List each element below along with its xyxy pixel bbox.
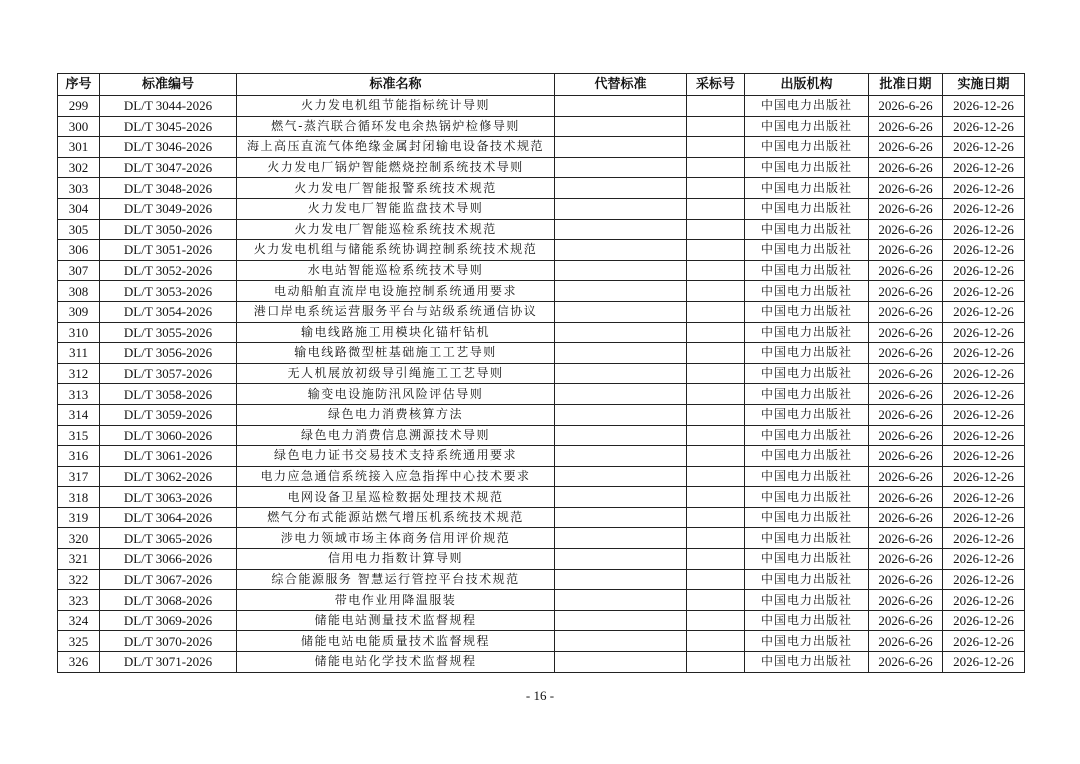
header-adopted: 采标号 — [687, 74, 745, 96]
cell-replaces — [555, 466, 687, 487]
cell-code: DL/T 3051-2026 — [100, 240, 237, 261]
cell-impl-date: 2026-12-26 — [943, 507, 1025, 528]
cell-name: 电动船舶直流岸电设施控制系统通用要求 — [237, 281, 555, 302]
cell-impl-date: 2026-12-26 — [943, 528, 1025, 549]
cell-publisher: 中国电力出版社 — [745, 404, 869, 425]
standards-table — [57, 73, 1025, 673]
cell-adopted — [687, 96, 745, 117]
cell-name: 带电作业用降温服装 — [237, 590, 555, 611]
cell-code: DL/T 3048-2026 — [100, 178, 237, 199]
cell-approval-date: 2026-6-26 — [869, 425, 943, 446]
cell-code: DL/T 3068-2026 — [100, 590, 237, 611]
table-row — [58, 487, 1025, 508]
cell-replaces — [555, 198, 687, 219]
cell-replaces — [555, 343, 687, 364]
header-no: 序号 — [58, 74, 100, 96]
cell-impl-date: 2026-12-26 — [943, 281, 1025, 302]
cell-approval-date: 2026-6-26 — [869, 631, 943, 652]
cell-impl-date: 2026-12-26 — [943, 322, 1025, 343]
table-row — [58, 219, 1025, 240]
header-name: 标准名称 — [237, 74, 555, 96]
cell-name: 绿色电力证书交易技术支持系统通用要求 — [237, 446, 555, 467]
table-row — [58, 404, 1025, 425]
table-row — [58, 343, 1025, 364]
cell-name: 火力发电机组节能指标统计导则 — [237, 96, 555, 117]
cell-no: 306 — [58, 240, 100, 261]
cell-replaces — [555, 549, 687, 570]
cell-no: 308 — [58, 281, 100, 302]
cell-no: 316 — [58, 446, 100, 467]
cell-adopted — [687, 631, 745, 652]
cell-no: 301 — [58, 137, 100, 158]
cell-name: 储能电站化学技术监督规程 — [237, 652, 555, 673]
cell-adopted — [687, 343, 745, 364]
cell-publisher: 中国电力出版社 — [745, 219, 869, 240]
cell-code: DL/T 3071-2026 — [100, 652, 237, 673]
table-row — [58, 384, 1025, 405]
header-impl-date: 实施日期 — [943, 74, 1025, 96]
cell-no: 304 — [58, 198, 100, 219]
cell-no: 320 — [58, 528, 100, 549]
cell-no: 324 — [58, 610, 100, 631]
cell-replaces — [555, 137, 687, 158]
cell-impl-date: 2026-12-26 — [943, 178, 1025, 199]
cell-publisher: 中国电力出版社 — [745, 590, 869, 611]
header-code: 标准编号 — [100, 74, 237, 96]
cell-name: 涉电力领域市场主体商务信用评价规范 — [237, 528, 555, 549]
header-publisher: 出版机构 — [745, 74, 869, 96]
cell-impl-date: 2026-12-26 — [943, 466, 1025, 487]
cell-approval-date: 2026-6-26 — [869, 198, 943, 219]
cell-publisher: 中国电力出版社 — [745, 549, 869, 570]
cell-publisher: 中国电力出版社 — [745, 384, 869, 405]
cell-name: 绿色电力消费核算方法 — [237, 404, 555, 425]
cell-approval-date: 2026-6-26 — [869, 652, 943, 673]
cell-adopted — [687, 528, 745, 549]
header-replaces: 代替标准 — [555, 74, 687, 96]
cell-adopted — [687, 116, 745, 137]
cell-approval-date: 2026-6-26 — [869, 157, 943, 178]
cell-impl-date: 2026-12-26 — [943, 631, 1025, 652]
cell-adopted — [687, 260, 745, 281]
cell-impl-date: 2026-12-26 — [943, 446, 1025, 467]
cell-name: 燃气-蒸汽联合循环发电余热锅炉检修导则 — [237, 116, 555, 137]
cell-adopted — [687, 198, 745, 219]
cell-replaces — [555, 260, 687, 281]
cell-name: 无人机展放初级导引绳施工工艺导则 — [237, 363, 555, 384]
cell-approval-date: 2026-6-26 — [869, 446, 943, 467]
table-row — [58, 116, 1025, 137]
cell-adopted — [687, 610, 745, 631]
table-row — [58, 507, 1025, 528]
header-approval-date: 批准日期 — [869, 74, 943, 96]
cell-approval-date: 2026-6-26 — [869, 404, 943, 425]
cell-no: 317 — [58, 466, 100, 487]
table-row — [58, 610, 1025, 631]
table-row — [58, 425, 1025, 446]
cell-impl-date: 2026-12-26 — [943, 157, 1025, 178]
cell-adopted — [687, 363, 745, 384]
cell-adopted — [687, 384, 745, 405]
cell-approval-date: 2026-6-26 — [869, 487, 943, 508]
cell-adopted — [687, 157, 745, 178]
cell-code: DL/T 3044-2026 — [100, 96, 237, 117]
cell-publisher: 中国电力出版社 — [745, 260, 869, 281]
cell-publisher: 中国电力出版社 — [745, 528, 869, 549]
cell-code: DL/T 3046-2026 — [100, 137, 237, 158]
cell-name: 海上高压直流气体绝缘金属封闭输电设备技术规范 — [237, 137, 555, 158]
cell-no: 326 — [58, 652, 100, 673]
cell-impl-date: 2026-12-26 — [943, 363, 1025, 384]
cell-name: 电网设备卫星巡检数据处理技术规范 — [237, 487, 555, 508]
cell-code: DL/T 3070-2026 — [100, 631, 237, 652]
cell-publisher: 中国电力出版社 — [745, 178, 869, 199]
cell-impl-date: 2026-12-26 — [943, 425, 1025, 446]
cell-adopted — [687, 425, 745, 446]
cell-impl-date: 2026-12-26 — [943, 198, 1025, 219]
cell-publisher: 中国电力出版社 — [745, 363, 869, 384]
cell-no: 309 — [58, 301, 100, 322]
table-row — [58, 631, 1025, 652]
cell-no: 313 — [58, 384, 100, 405]
cell-name: 火力发电厂智能报警系统技术规范 — [237, 178, 555, 199]
cell-name: 电力应急通信系统接入应急指挥中心技术要求 — [237, 466, 555, 487]
cell-code: DL/T 3056-2026 — [100, 343, 237, 364]
cell-impl-date: 2026-12-26 — [943, 610, 1025, 631]
cell-publisher: 中国电力出版社 — [745, 507, 869, 528]
cell-approval-date: 2026-6-26 — [869, 137, 943, 158]
cell-approval-date: 2026-6-26 — [869, 466, 943, 487]
table-row — [58, 260, 1025, 281]
cell-impl-date: 2026-12-26 — [943, 384, 1025, 405]
page-number: - 16 - — [525, 688, 555, 703]
cell-approval-date: 2026-6-26 — [869, 240, 943, 261]
cell-replaces — [555, 610, 687, 631]
cell-no: 321 — [58, 549, 100, 570]
cell-no: 323 — [58, 590, 100, 611]
cell-approval-date: 2026-6-26 — [869, 610, 943, 631]
cell-name: 输电线路施工用模块化锚杆钻机 — [237, 322, 555, 343]
cell-code: DL/T 3063-2026 — [100, 487, 237, 508]
table-row — [58, 178, 1025, 199]
cell-approval-date: 2026-6-26 — [869, 549, 943, 570]
cell-replaces — [555, 507, 687, 528]
cell-name: 火力发电厂锅炉智能燃烧控制系统技术导则 — [237, 157, 555, 178]
cell-code: DL/T 3061-2026 — [100, 446, 237, 467]
cell-replaces — [555, 363, 687, 384]
table-row — [58, 652, 1025, 673]
table-row — [58, 301, 1025, 322]
cell-no: 307 — [58, 260, 100, 281]
cell-approval-date: 2026-6-26 — [869, 116, 943, 137]
table-row — [58, 240, 1025, 261]
cell-name: 火力发电厂智能监盘技术导则 — [237, 198, 555, 219]
cell-impl-date: 2026-12-26 — [943, 260, 1025, 281]
cell-replaces — [555, 322, 687, 343]
cell-adopted — [687, 446, 745, 467]
cell-approval-date: 2026-6-26 — [869, 363, 943, 384]
cell-replaces — [555, 281, 687, 302]
cell-publisher: 中国电力出版社 — [745, 487, 869, 508]
cell-name: 输变电设施防汛风险评估导则 — [237, 384, 555, 405]
cell-approval-date: 2026-6-26 — [869, 384, 943, 405]
cell-impl-date: 2026-12-26 — [943, 219, 1025, 240]
cell-code: DL/T 3054-2026 — [100, 301, 237, 322]
cell-publisher: 中国电力出版社 — [745, 610, 869, 631]
cell-code: DL/T 3045-2026 — [100, 116, 237, 137]
cell-no: 314 — [58, 404, 100, 425]
cell-code: DL/T 3058-2026 — [100, 384, 237, 405]
cell-publisher: 中国电力出版社 — [745, 322, 869, 343]
cell-adopted — [687, 569, 745, 590]
cell-publisher: 中国电力出版社 — [745, 157, 869, 178]
cell-impl-date: 2026-12-26 — [943, 590, 1025, 611]
cell-no: 312 — [58, 363, 100, 384]
cell-code: DL/T 3049-2026 — [100, 198, 237, 219]
cell-publisher: 中国电力出版社 — [745, 343, 869, 364]
cell-no: 325 — [58, 631, 100, 652]
cell-replaces — [555, 404, 687, 425]
table-header-row — [58, 74, 1025, 96]
cell-impl-date: 2026-12-26 — [943, 240, 1025, 261]
cell-approval-date: 2026-6-26 — [869, 507, 943, 528]
table-body — [58, 96, 1025, 673]
cell-no: 300 — [58, 116, 100, 137]
table-row — [58, 322, 1025, 343]
cell-no: 311 — [58, 343, 100, 364]
cell-replaces — [555, 96, 687, 117]
cell-adopted — [687, 590, 745, 611]
cell-approval-date: 2026-6-26 — [869, 260, 943, 281]
cell-no: 310 — [58, 322, 100, 343]
cell-no: 302 — [58, 157, 100, 178]
cell-code: DL/T 3059-2026 — [100, 404, 237, 425]
cell-name: 燃气分布式能源站燃气增压机系统技术规范 — [237, 507, 555, 528]
cell-no: 318 — [58, 487, 100, 508]
cell-approval-date: 2026-6-26 — [869, 281, 943, 302]
cell-adopted — [687, 466, 745, 487]
cell-publisher: 中国电力出版社 — [745, 240, 869, 261]
cell-adopted — [687, 281, 745, 302]
cell-publisher: 中国电力出版社 — [745, 631, 869, 652]
cell-adopted — [687, 404, 745, 425]
cell-impl-date: 2026-12-26 — [943, 404, 1025, 425]
cell-name: 绿色电力消费信息溯源技术导则 — [237, 425, 555, 446]
table-row — [58, 590, 1025, 611]
cell-name: 综合能源服务 智慧运行管控平台技术规范 — [237, 569, 555, 590]
cell-adopted — [687, 652, 745, 673]
cell-code: DL/T 3066-2026 — [100, 549, 237, 570]
cell-impl-date: 2026-12-26 — [943, 137, 1025, 158]
cell-no: 322 — [58, 569, 100, 590]
cell-code: DL/T 3047-2026 — [100, 157, 237, 178]
cell-replaces — [555, 652, 687, 673]
cell-name: 火力发电厂智能巡检系统技术规范 — [237, 219, 555, 240]
table-row — [58, 198, 1025, 219]
cell-publisher: 中国电力出版社 — [745, 301, 869, 322]
cell-replaces — [555, 631, 687, 652]
cell-code: DL/T 3052-2026 — [100, 260, 237, 281]
cell-impl-date: 2026-12-26 — [943, 96, 1025, 117]
cell-publisher: 中国电力出版社 — [745, 466, 869, 487]
cell-replaces — [555, 301, 687, 322]
cell-replaces — [555, 178, 687, 199]
cell-adopted — [687, 507, 745, 528]
cell-publisher: 中国电力出版社 — [745, 569, 869, 590]
cell-impl-date: 2026-12-26 — [943, 569, 1025, 590]
cell-name: 火力发电机组与储能系统协调控制系统技术规范 — [237, 240, 555, 261]
cell-no: 305 — [58, 219, 100, 240]
cell-no: 315 — [58, 425, 100, 446]
cell-code: DL/T 3050-2026 — [100, 219, 237, 240]
cell-name: 输电线路微型桩基础施工工艺导则 — [237, 343, 555, 364]
cell-approval-date: 2026-6-26 — [869, 301, 943, 322]
table-row — [58, 281, 1025, 302]
cell-adopted — [687, 178, 745, 199]
cell-code: DL/T 3067-2026 — [100, 569, 237, 590]
cell-adopted — [687, 219, 745, 240]
cell-impl-date: 2026-12-26 — [943, 549, 1025, 570]
cell-name: 储能电站电能质量技术监督规程 — [237, 631, 555, 652]
cell-no: 303 — [58, 178, 100, 199]
cell-replaces — [555, 219, 687, 240]
cell-publisher: 中国电力出版社 — [745, 652, 869, 673]
cell-no: 299 — [58, 96, 100, 117]
cell-code: DL/T 3062-2026 — [100, 466, 237, 487]
cell-approval-date: 2026-6-26 — [869, 590, 943, 611]
table-row — [58, 446, 1025, 467]
cell-name: 储能电站测量技术监督规程 — [237, 610, 555, 631]
table-row — [58, 549, 1025, 570]
cell-publisher: 中国电力出版社 — [745, 425, 869, 446]
cell-replaces — [555, 487, 687, 508]
table-row — [58, 528, 1025, 549]
cell-approval-date: 2026-6-26 — [869, 569, 943, 590]
cell-replaces — [555, 240, 687, 261]
table-row — [58, 363, 1025, 384]
cell-replaces — [555, 384, 687, 405]
cell-publisher: 中国电力出版社 — [745, 281, 869, 302]
table-row — [58, 96, 1025, 117]
cell-adopted — [687, 301, 745, 322]
cell-approval-date: 2026-6-26 — [869, 178, 943, 199]
cell-impl-date: 2026-12-26 — [943, 301, 1025, 322]
cell-code: DL/T 3064-2026 — [100, 507, 237, 528]
cell-replaces — [555, 590, 687, 611]
cell-name: 信用电力指数计算导则 — [237, 549, 555, 570]
cell-name: 港口岸电系统运营服务平台与站级系统通信协议 — [237, 301, 555, 322]
cell-impl-date: 2026-12-26 — [943, 487, 1025, 508]
cell-publisher: 中国电力出版社 — [745, 96, 869, 117]
cell-name: 水电站智能巡检系统技术导则 — [237, 260, 555, 281]
cell-impl-date: 2026-12-26 — [943, 343, 1025, 364]
table-row — [58, 466, 1025, 487]
cell-approval-date: 2026-6-26 — [869, 219, 943, 240]
cell-replaces — [555, 446, 687, 467]
table-row — [58, 569, 1025, 590]
cell-replaces — [555, 425, 687, 446]
cell-replaces — [555, 116, 687, 137]
cell-no: 319 — [58, 507, 100, 528]
cell-code: DL/T 3057-2026 — [100, 363, 237, 384]
cell-publisher: 中国电力出版社 — [745, 116, 869, 137]
cell-code: DL/T 3065-2026 — [100, 528, 237, 549]
cell-publisher: 中国电力出版社 — [745, 137, 869, 158]
cell-publisher: 中国电力出版社 — [745, 198, 869, 219]
cell-code: DL/T 3069-2026 — [100, 610, 237, 631]
cell-replaces — [555, 157, 687, 178]
table-row — [58, 157, 1025, 178]
cell-replaces — [555, 528, 687, 549]
cell-approval-date: 2026-6-26 — [869, 322, 943, 343]
cell-code: DL/T 3053-2026 — [100, 281, 237, 302]
cell-adopted — [687, 240, 745, 261]
cell-approval-date: 2026-6-26 — [869, 96, 943, 117]
cell-approval-date: 2026-6-26 — [869, 528, 943, 549]
cell-adopted — [687, 322, 745, 343]
cell-impl-date: 2026-12-26 — [943, 652, 1025, 673]
cell-code: DL/T 3060-2026 — [100, 425, 237, 446]
cell-adopted — [687, 137, 745, 158]
cell-impl-date: 2026-12-26 — [943, 116, 1025, 137]
cell-code: DL/T 3055-2026 — [100, 322, 237, 343]
cell-approval-date: 2026-6-26 — [869, 343, 943, 364]
cell-publisher: 中国电力出版社 — [745, 446, 869, 467]
cell-replaces — [555, 569, 687, 590]
cell-adopted — [687, 487, 745, 508]
table-row — [58, 137, 1025, 158]
cell-adopted — [687, 549, 745, 570]
